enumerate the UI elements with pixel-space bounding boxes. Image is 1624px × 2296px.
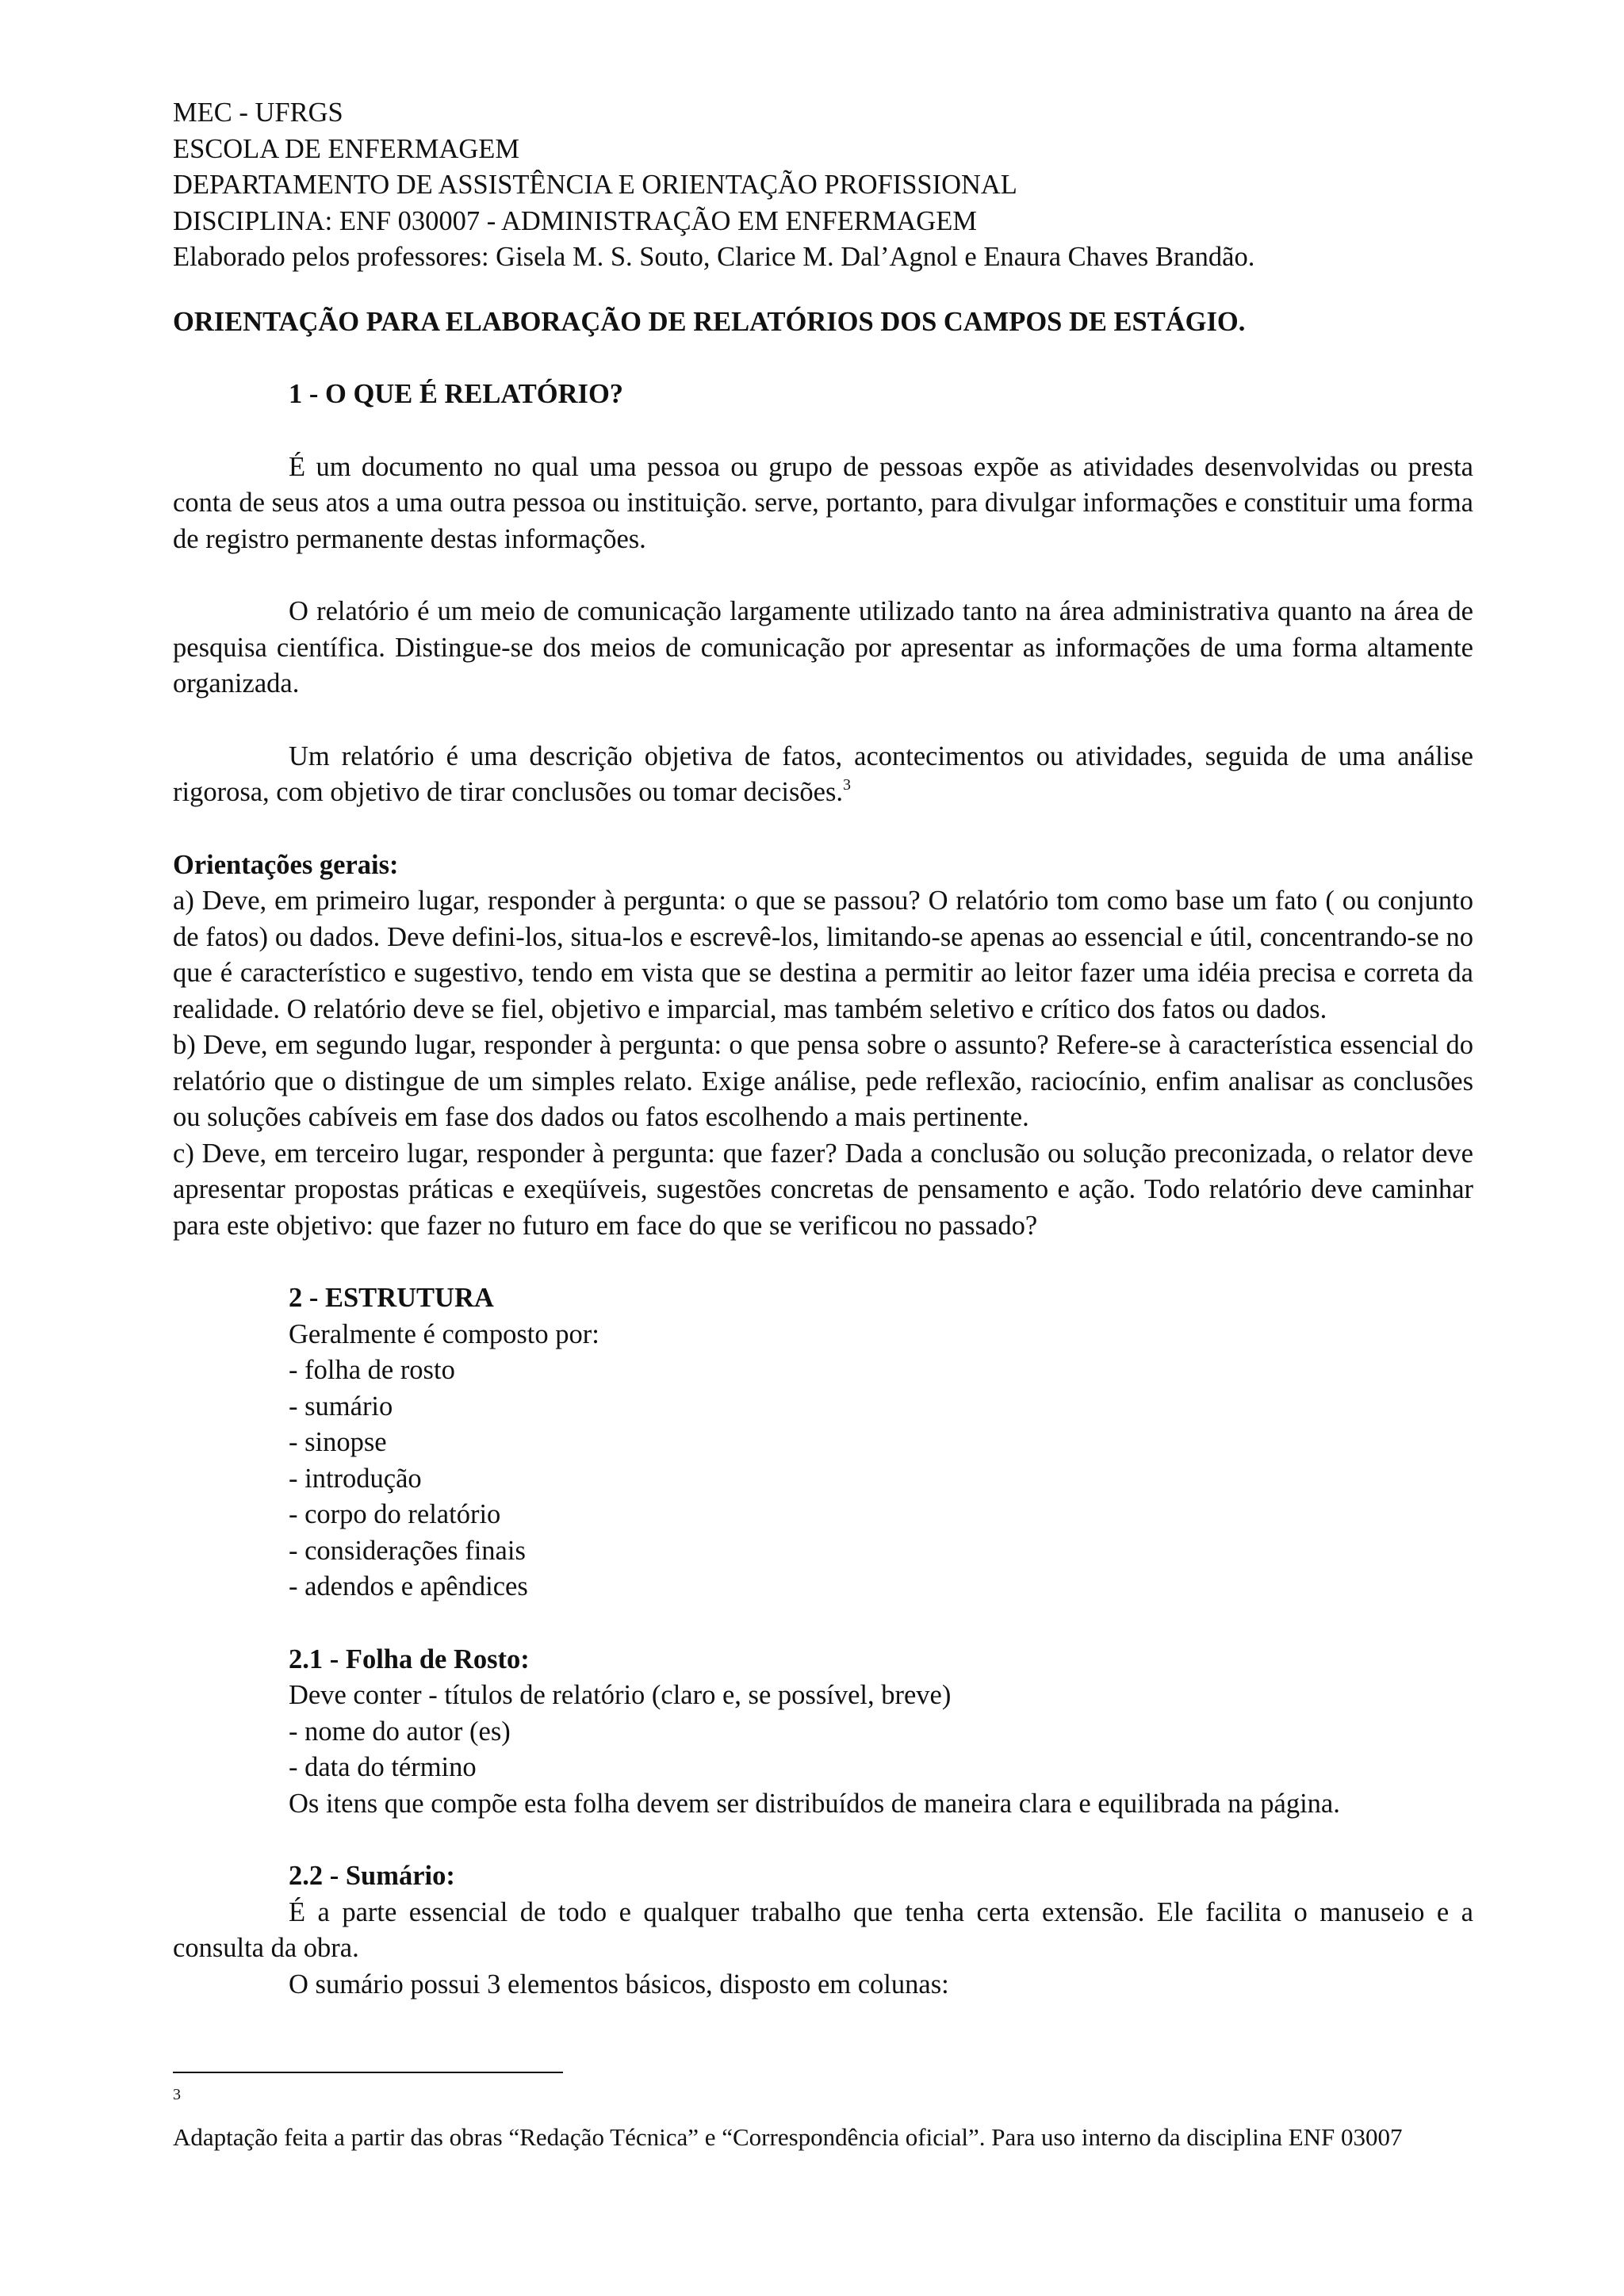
section-1-paragraph-2: O relatório é um meio de comunicação largamente utilizado tanto na área administrativa quanto na área de pesquisa científica. Distingue-se dos meios de comunicação por apresentar as informações de uma forma altamente organizada. xyxy=(173,596,1473,698)
list-item: - adendos e apêndices xyxy=(289,1571,528,1601)
footnote-mark: 3 xyxy=(173,2086,181,2103)
orientacao-item-c: c) Deve, em terceiro lugar, responder à pergunta: que fazer? Dada a conclusão ou solução preconizada, o relator deve apresentar propostas práticas e exeqüíveis, sugestões concretas de pensamento e ação. Todo relatório deve caminhar para este objetivo: que fazer no futuro em face do que se verificou no passado? xyxy=(173,1138,1473,1241)
section-2-heading: 2 - ESTRUTURA xyxy=(289,1283,494,1313)
header-authors: Elaborado pelos professores: Gisela M. S. Souto, Clarice M. Dal’Agnol e Enaura Chaves Brandão. xyxy=(173,242,1255,272)
header-institution: MEC - UFRGS xyxy=(173,98,343,128)
document-title: ORIENTAÇÃO PARA ELABORAÇÃO DE RELATÓRIOS DOS CAMPOS DE ESTÁGIO. xyxy=(173,306,1246,337)
structure-list xyxy=(173,1353,1473,1605)
list-item: - considerações finais xyxy=(289,1535,526,1566)
document-page xyxy=(173,95,1473,2003)
section-2-1-line-3: - data do término xyxy=(289,1752,477,1782)
list-item: - corpo do relatório xyxy=(289,1499,501,1529)
section-2-intro: Geralmente é composto por: xyxy=(289,1318,599,1349)
list-item: - sinopse xyxy=(289,1427,387,1457)
header-department: DEPARTAMENTO DE ASSISTÊNCIA E ORIENTAÇÃO PROFISSIONAL xyxy=(173,170,1017,200)
header-school: ESCOLA DE ENFERMAGEM xyxy=(173,133,520,164)
header-discipline: DISCIPLINA: ENF 030007 - ADMINISTRAÇÃO EM ENFERMAGEM xyxy=(173,205,977,236)
section-1-heading: 1 - O QUE É RELATÓRIO? xyxy=(289,379,624,409)
list-item: - folha de rosto xyxy=(289,1355,455,1385)
section-1-paragraph-3 xyxy=(173,739,1473,811)
section-2-2-paragraph-2: O sumário possui 3 elementos básicos, disposto em colunas: xyxy=(289,1969,949,1999)
section-2-2-paragraph-1: É a parte essencial de todo e qualquer trabalho que tenha certa extensão. Ele facilita o manuseio e a consulta da obra. xyxy=(173,1896,1473,1963)
list-item: - sumário xyxy=(289,1391,393,1422)
section-2-2-heading: 2.2 - Sumário: xyxy=(289,1861,455,1891)
section-1-paragraph-3-text: Um relatório é uma descrição objetiva de fatos, acontecimentos ou atividades, seguida de uma análise rigorosa, com objetivo de tirar conclusões ou tomar decisões. xyxy=(173,740,1473,807)
section-2-1-line-2: - nome do autor (es) xyxy=(289,1716,511,1747)
section-2-1-heading: 2.1 - Folha de Rosto: xyxy=(289,1644,530,1674)
orientacoes-heading: Orientações gerais: xyxy=(173,849,399,880)
section-2-1-line-1: Deve conter - títulos de relatório (claro e, se possível, breve) xyxy=(289,1680,952,1710)
document-header xyxy=(173,95,1473,276)
section-1-paragraph-1: É um documento no qual uma pessoa ou grupo de pessoas expõe as atividades desenvolvidas ou presta conta de seus atos a uma outra pessoa ou instituição. serve, portanto, para divulgar informações e constituir uma forma de registro permanente destas informações. xyxy=(173,451,1473,554)
orientacao-item-a: a) Deve, em primeiro lugar, responder à pergunta: o que se passou? O relatório tom como base um fato ( ou conjunto de fatos) ou dados. Deve defini-los, situa-los e escrevê-los, limitando-se apenas ao essencial e útil, concentrando-se no que é característico e sugestivo, tendo em vista que se destina a permitir ao leitor fazer uma idéia precisa e correta da realidade. O relatório deve se fiel, objetivo e imparcial, mas também seletivo e crítico dos fatos ou dados. xyxy=(173,886,1473,1024)
orientacao-item-b: b) Deve, em segundo lugar, responder à pergunta: o que pensa sobre o assunto? Refere-se à característica essencial do relatório que o distingue de um simples relato. Exige análise, pede reflexão, raciocínio, enfim analisar as conclusões ou soluções cabíveis em fase dos dados ou fatos escolhendo a mais pertinente. xyxy=(173,1030,1473,1132)
footnote-text: Adaptação feita a partir das obras “Redação Técnica” e “Correspondência oficial”. Para uso interno da disciplina ENF 03007 xyxy=(173,2123,1403,2151)
footnote-reference: 3 xyxy=(843,776,852,794)
list-item: - introdução xyxy=(289,1463,422,1494)
section-2-1-line-4: Os itens que compõe esta folha devem ser distribuídos de maneira clara e equilibrada na página. xyxy=(289,1788,1340,1819)
footnote-separator xyxy=(173,2072,563,2073)
